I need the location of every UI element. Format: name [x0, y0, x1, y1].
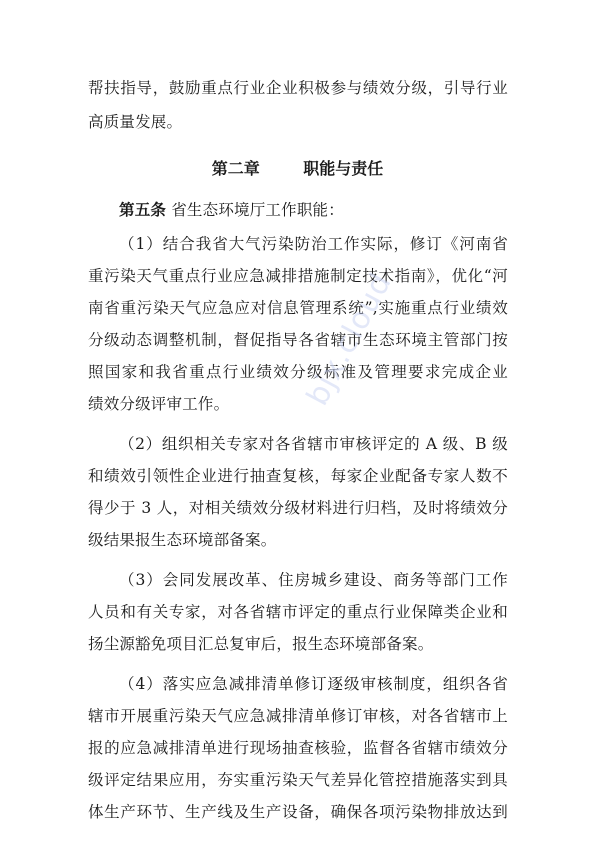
item-4-line-2: 辖市开展重污染天气应急减排清单修订审核，对各省辖市上 [88, 707, 508, 725]
item-1-line-6: 绩效分级评审工作。 [88, 395, 230, 413]
item-2-line-4: 级结果报生态环境部备案。 [88, 531, 277, 549]
item-4-line-1: （4）落实应急减排清单修订逐级审核制度，组织各省 [119, 675, 508, 693]
item-1-line-4: 分级动态调整机制，督促指导各省辖市生态环境主管部门按 [88, 331, 508, 349]
item-1-line-2: 重污染天气重点行业应急减排措施制定技术指南》，优化“河 [88, 267, 508, 285]
item-1-line-1: （1）结合我省大气污染防治工作实际，修订《河南省 [119, 235, 508, 253]
item-3-line-3: 扬尘源豁免项目汇总复审后，报生态环境部备案。 [88, 635, 434, 653]
item-4-line-4: 级评定结果应用，夯实重污染天气差异化管控措施落实到具 [88, 771, 508, 789]
item-2-line-1: （2）组织相关专家对各省辖市审核评定的 A 级、B 级 [119, 435, 508, 453]
intro-line-2: 高质量发展。 [88, 113, 183, 131]
article-text: 省生态环境厅工作职能： [166, 201, 344, 219]
item-3-line-2: 人员和有关专家，对各省辖市评定的重点行业保障类企业和 [88, 603, 508, 621]
article-label: 第五条 [119, 201, 167, 219]
chapter-heading: 第二章 职能与责任 [211, 159, 384, 178]
item-4-line-3: 报的应急减排清单进行现场抽查核验，监督各省辖市绩效分 [88, 739, 508, 757]
article-five [119, 200, 508, 220]
item-1-line-5: 照国家和我省重点行业绩效分级标准及管理要求完成企业 [88, 363, 508, 381]
item-3-line-1: （3）会同发展改革、住房城乡建设、商务等部门工作 [119, 571, 508, 589]
watermark: bjx.cloud [300, 267, 399, 412]
item-4-line-5: 体生产环节、生产线及生产设备，确保各项污染物排放达到 [88, 803, 508, 821]
item-1-line-3: 南省重污染天气应急应对信息管理系统”,实施重点行业绩效 [88, 299, 508, 317]
item-2-line-3: 得少于 3 人，对相关绩效分级材料进行归档，及时将绩效分 [88, 499, 508, 517]
item-2-line-2: 和绩效引领性企业进行抽查复核，每家企业配备专家人数不 [88, 467, 508, 485]
intro-line-1: 帮扶指导，鼓励重点行业企业积极参与绩效分级，引导行业 [88, 79, 508, 97]
